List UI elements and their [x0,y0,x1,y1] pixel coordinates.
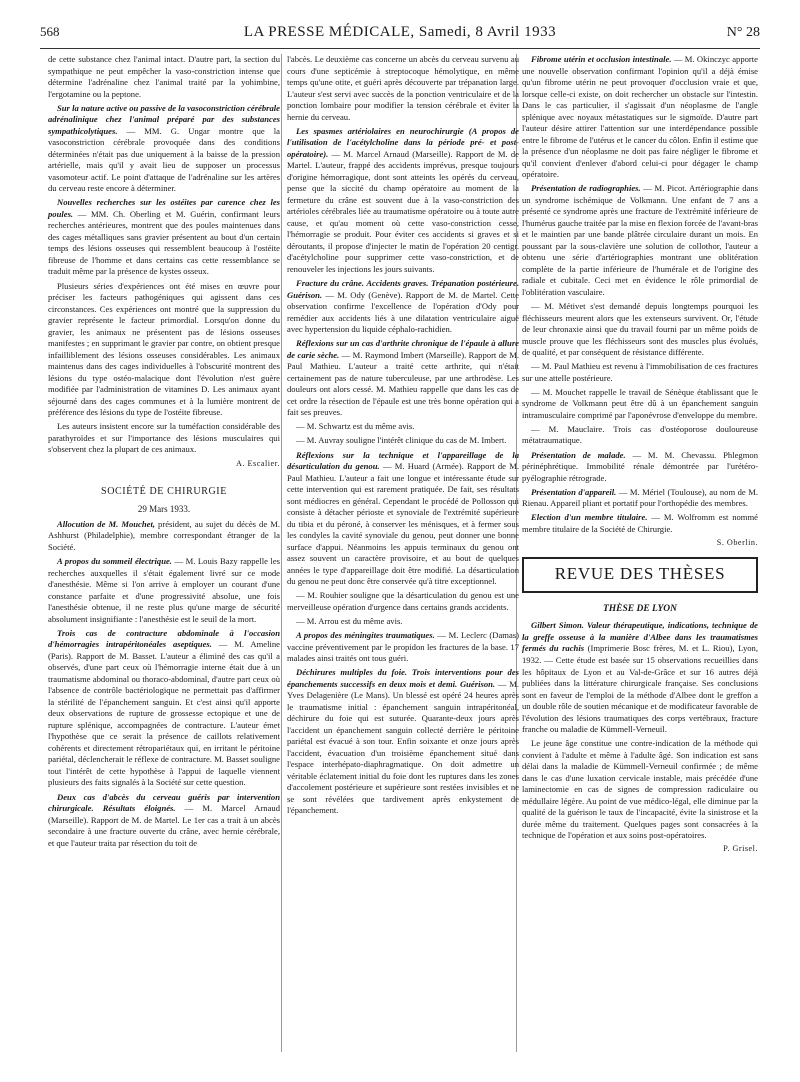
header-rule [40,48,760,49]
paragraph [522,512,758,535]
article-body: — M. Raymond Imbert (Marseille). Rapport de M. Paul Mathieu. L'auteur a traité cette arthrite, qui n'était certainement pas de nature tuberculeuse, par une arthrodèse. Les douleurs ont alors cessé. M. Mathieu rappelle que dans les cas de cet ordre la résection de l'épaule est une très bonne opération qui a fait ses preuves. [287,349,519,418]
paragraph: Les auteurs insistent encore sur la tuméfaction considérable des parathyroïdes et sur l'importance des lésions musculaires qui s'observent chez la plupart de ces animaux. [48,421,280,455]
paragraph: — M. Mauclaire. Trois cas d'ostéoporose douloureuse métatraumatique. [522,423,758,446]
paragraph [522,450,758,485]
section-heading: SOCIÉTÉ DE CHIRURGIE [101,486,227,498]
column-3 [522,54,758,859]
paragraph: — M. Rouhier souligne que la désarticulation du genou est une merveilleuse opération d'urgence dans certains grands accidents. [287,590,519,612]
paragraph: l'abcès. Le deuxième cas concerne un abcès du cerveau survenu au cours d'une septicémie à streptocoque hémolytique, en même temps qu'une otite, et guéri après découverte par trépanation large. L'auteur s'est servi avec succès de la ponction ventriculaire et de la ponction lombaire pour modifier la tension cérébrale et éviter la hernie du cerveau. [287,54,519,122]
paragraph [48,628,280,789]
article-title: Fracture du crâne. Accidents graves. Trépanation postérieure. Guérison. [287,277,519,300]
paragraph: — M. Schwartz est du même avis. [296,421,415,432]
column-divider [281,54,282,1052]
paragraph [287,450,519,588]
signature: S. Oberlin. [716,537,758,547]
article-body: — M. Yves Delagenière (Le Mans). Un blessé est opéré 24 heures après le traumatisme initial : épanchement sanguin intrapéritonéal, déchirure du foie qui est suturée. Quarante-deux jours après l'accident un épanchement sanguin collecté derrière le péritoine pariétal est évacué à son tour. Enfin soixante et onze jours après l'accident, évacuation d'un troisième épanchement situé dans l'espace interhépato-diaphragmatique. On doit admettre un véritable éclatement initial du foie dont les ruptures dans les zones d'accolement postérieure et supérieure sont restées invisibles et ne se sont révélées que tardivement après enkystement de l'épanchement. [287,678,519,816]
article-body: — MM. Ch. Oberling et M. Guérin, confirmant leurs recherches antérieures, montrent que des poules maintenues dans des cages métalliques sans gravier présentent au bout d'un certain temps des lésions osseuses qui ressemblent beaucoup à l'ostéite fibreuse de l'homme et dans certains cas cette ressemblance se traduit même par la présence de kystes osseux. [48,208,280,277]
article-title: Présentation de malade. [531,449,626,460]
article-title: Sur la nature active ou passive de la vasoconstriction cérébrale adrénalinique chez l'animal préparé par des substances sympathicolytiques. [48,102,280,136]
article-title: Présentation d'appareil. [531,486,617,497]
article-title: Réflexions sur la technique et l'appareillage de la désarticulation du genou. [287,449,519,472]
article-body: — M. Mériel (Toulouse), au nom de M. Rienau. Appareil pliant et portatif pour l'orthopédie des membres. [522,486,758,509]
article-title: Déchirures multiples du foie. Trois interventions pour des épanchements successifs en deux mois et demi. Guérison. [287,667,519,689]
paragraph: de cette substance chez l'animal intact. D'autre part, la section du sympathique ne peut empêcher la vaso-constriction intense que détermine l'adrénaline chez l'animal traité par la yohimbine, l'ergotamine ou la peptone. [48,54,280,99]
paragraph [522,183,758,298]
column-2 [287,54,519,820]
paragraph: Le jeune âge constitue une contre-indication de la méthode qui convient à l'adulte et même à l'adulte âgé. Son indication est sans délai dans la maladie de Kümmell-Verneuil confirmée ; de même dans le cas d'une luxation cervicale instable, mais précédée d'une laminectomie en cas de signes de compression radiculaire ou médullaire légère. Au point de vue médico-légal, elle diminue par la qualité de la guérison le taux de l'incapacité, évite la sinistrose et la durée même du traitement. Quelques pages sont consacrées à la technique de l'opération et aux soins post-opératoires. [522,738,758,841]
page-header [40,24,760,46]
paragraph [287,338,519,419]
paragraph: — M. Arrou est du même avis. [296,615,403,626]
paragraph [287,630,519,665]
article-title: Deux cas d'abcès du cerveau guéris par intervention chirurgicale. Résultats éloignés. [48,791,280,814]
article-title: Réflexions sur un cas d'arthrite chronique de l'épaule à allure de carie sèche. [287,338,519,360]
paragraph: Plusieurs séries d'expériences ont été mises en œuvre pour préciser les facteurs pathogéniques qui agissent dans ces circonstances. Ces expériences ont montré que la suppression du gravier représente le facteur primordial. Lorsqu'on donne du gravier, les animaux ne présentent pas de lésions osseuses manifestes ; en supprimant le gravier par contre, on obtient presque infailliblement des lésions osseuses considérables. Les animaux maintenus dans des cages individuelles à l'obscurité montrent des lésions du type ostéo-malacique dont l'évolution n'est guère modifiée par l'administration de vitamines D. Les animaux ayant séjourné dans des cages communes et à la lumière montrent de préférence des lésions du type de l'ostéite fibreuse. [48,280,280,418]
article-title: Fibrome utérin et occlusion intestinale. [531,54,672,64]
article-title: Les spasmes artériolaires en neurochirurgie (A propos de l'utilisation de l'acétylcholine dans la période pré- et post-opératoire). [287,125,519,159]
paragraph [48,792,280,850]
article-body: — M. Okinczyc apporte une nouvelle observation confirmant l'opinion qu'il a déjà émise qu'un fibrome utérin ne peut provoquer d'occlusion vraie et que, lorsque celle-ci existe, on doit rechercher un obstacle sur l'intestin. Dans le cas particulier, il s'agissait d'un néoplasme de l'angle splénique avec noyaux métastatiques sur le sigmoïde. D'autre part l'auteur désire attirer l'attention sur une interdépendance possible entre le fibrome de l'utérus et le cancer du côlon. Enfin il estime que la présence d'un néoplasme ne doit pas faire négliger le fibrome et qu'il convient d'enlever d'abord celui-ci pour dégager le champ opératoire. [522,54,758,180]
paragraph [287,278,519,336]
paragraph [48,103,280,195]
article-title: Election d'un membre titulaire. [531,512,648,523]
article-body: — M. Ameline (Paris). Rapport de M. Basset. L'auteur a éliminé des cas qu'il a observés, d'une part ceux où l'hémorragie interne était due à un traumatisme abdominal ou thoraco-abdominal, d'autre part ceux où l'absence de contrôle bactériologique ne permettait pas d'affirmer la stérilité de l'épanchement sanguin. Et c'est ainsi qu'il apporte deux observations de rupture de grossesse ectopique et une de rupture splénique, accompagnées de contracture. L'auteur émet l'hypothèse que ce serait la présence de caillots relativement cohérents et directement rétropariétaux qui, en irritant le péritoine pariétal, déclencherait le réflexe de contracture. M. Basset souligne tout l'intérêt de cette hypothèse à l'appui de laquelle viennent plusieurs des faits signalés à la Société sur cette question. [48,639,280,788]
paragraph [522,620,758,735]
article-title: Présentation de radiographies. [531,183,641,194]
signature: P. Grisel. [723,844,758,854]
paragraph: — M. Mouchet rappelle le travail de Sénèque établissant que le syndrome de Volkmann peut être dû à un épanchement sanguin intramusculaire comprimé par l'aponévrose d'enveloppe du membre. [522,386,758,420]
subsection-heading: THÈSE DE LYON [602,603,678,614]
column-1 [48,54,280,852]
page-number: 568 [40,24,60,39]
article-body: — MM. G. Ungar montre que la vasoconstriction cérébrale provoquée dans des conditions déterminées n'était pas due uniquement à la baisse de la pression artérielle, mais qu'il y avait lieu de supposer un processus vasomoteur actif. Le point d'attaque de l'adrénaline sur les artères du cerveau reste encore à déterminer. [48,125,280,194]
journal-title: LA PRESSE MÉDICALE, Samedi, 8 Avril 1933 [243,24,557,40]
article-title: Trois cas de contracture abdominale à l'occasion d'hémorragies intrapéritonéales aseptiques. [48,627,280,650]
article-body: — M. Leclerc (Damas) vaccine préventivement par le propidon les fractures de la base. 17 malades ainsi traités ont tous guéri. [287,630,520,664]
article-body: — M. Wolfromm est nommé membre titulaire de la Société de Chirurgie. [522,512,758,534]
paragraph: — M. Paul Mathieu est revenu à l'immobilisation de ces fractures sur une attelle postérieure. [522,361,758,383]
paragraph [48,197,280,278]
article-body: — M. M. Chevassu. Phlegmon périnéphrétique. Immobilité rénale démontrée par l'urétéro-pyélographie rétrograde. [522,449,758,483]
article-title: Allocution de M. Mouchet, [57,518,155,529]
article-body: — M. Ody (Genève). Rapport de M. de Martel. Cette observation confirme l'excellence de l'opération d'Ody pour remédier aux accidents liés à une dilatation ventriculaire aiguë avec hypertension du liquide céphalo-rachidien. [287,289,519,335]
session-date: 29 Mars 1933. [137,503,191,514]
paragraph [287,667,519,817]
paragraph [48,519,280,554]
article-body: — M. Picot. Artériographie dans un syndrome ischémique de Volkmann. Une enfant de 7 ans a présenté ce syndrome après une fracture de l'extrémité inférieure de l'humérus gauche traitée par la mise en flexion forcée de l'avant-bras et le maintien par une bande plâtrée circulaire durant un mois. En poussant par la sous-clavière une solution de collothor, l'auteur a obtenu une série d'artériographies montrant une oblitération complète de la partie inférieure de l'humérale et de l'origine des radiale et cubitale. Ceci met en évidence le rôle primordial de l'oblitération vasculaire. [522,183,758,297]
article-body: (Imprimerie Bosc frères, M. et L. Riou), Lyon, 1932. — Cette étude est basée sur 15 observations recueillies dans les hôpitaux de Lyon et au Val-de-Grâce et sur 16 autres déjà publiées dans la littérature chirurgicale française. Ses conclusions sont en faveur de l'emploi de la méthode d'Albee dont le greffon a un double rôle de soutien mécanique et de modificateur favorable de l'évolution des lésions traumatiques des corps vertébraux, fracture franche ou maladie de Kümmell-Verneuil. [522,643,758,735]
article-body: — M. Marcel Arnaud (Marseille). Rapport de M. de Martel. L'auteur, frappé des accidents imprévus, presque toujours d'origine hémorragique, dont sont atteints les opérés du cerveau, pense que la siccité du champ opératoire au moment de la fermeture du crâne est souvent due à la vaso-constriction des artérioles cérébrales liée au traumatisme opératoire ou à toute autre cause, et qu'au moment où cette vaso-constriction cesse, l'hémorragie se produit. Pour éviter ces accidents si graves et si déroutants, il propose d'injecter le matin de l'opération 20 centigr. d'acétylcholine pour supprimer cette vaso-constriction, et de renouveler les injections les jours suivants. [287,148,519,274]
article-body: — M. Louis Bazy rappelle les recherches auxquelles il s'était également livré sur ce mode d'anesthésie. Même si l'on arrive à employer un courant d'une constance parfaite et d'une progressivité absolue, une fois l'anesthésie obtenue, il ne reste plus qu'une marge de sécurité absolument insignifiante : l'anesthésie est le seuil de la mort. [48,556,280,624]
paragraph [522,54,758,181]
article-title: Gilbert Simon. Valeur thérapeutique, indications, technique de la greffe osseuse à la manière d'Albee dans les traumatismes fermés du rachis [522,620,758,654]
paragraph [48,556,280,625]
paragraph [287,126,519,276]
section-box-heading: REVUE DES THÈSES [522,557,758,593]
paragraph: — M. Auvray souligne l'intérêt clinique du cas de M. Imbert. [296,435,507,446]
paragraph: — M. Métivet s'est demandé depuis longtemps pourquoi les fléchisseurs meurent alors que les extenseurs survivent. Or, l'étude de leur chronaxie ainsi que du travail fourni par un même poids de muscle prouve que les fléchisseurs sont des muscles plus évolués, de qualité, et par conséquent de résistance différente. [522,301,758,358]
article-title: Nouvelles recherches sur les ostéites par carence chez les poules. [48,197,280,219]
article-title: A propos du sommeil électrique. [57,556,172,567]
signature: A. Escalier. [236,458,280,468]
article-body: — M. Marcel Arnaud (Marseille). Rapport de M. de Martel. Le 1er cas a trait à un abcès secondaire à une fracture ouverte du crâne, avec hernie cérébrale, et que l'auteur traita par résection du toit de [48,803,281,848]
paragraph [522,487,758,510]
article-body: — M. Huard (Armée). Rapport de M. Paul Mathieu. L'auteur a fait une longue et intéressante étude sur cette intervention qui est rarement pratiquée. De fait, ses résultats sont médiocres en général. Cependant le procédé de Pollosson qui consiste à détacher périoste et synoviale de l'extrémité supérieure du tibia et du péroné, à conserver les ménisques, et à fermer sous les condyles la cavité synoviale du genou, peut donner une bonne surface d'appui. Néanmoins les appuis terminaux du genou ont assez souvent un caractère provisoire, et au bout de quelques années le type d'appareillage doit être modifié. La désarticulation du genou ne peut donc être conservée qu'à titre exceptionnel. [287,461,519,587]
issue-number: N° 28 [726,25,760,40]
article-title: A propos des méningites traumatiques. [296,630,435,641]
article-body: président, au sujet du décès de M. Ashhurst (Philadelphie), membre correspondant étranger de la Société. [48,518,280,552]
